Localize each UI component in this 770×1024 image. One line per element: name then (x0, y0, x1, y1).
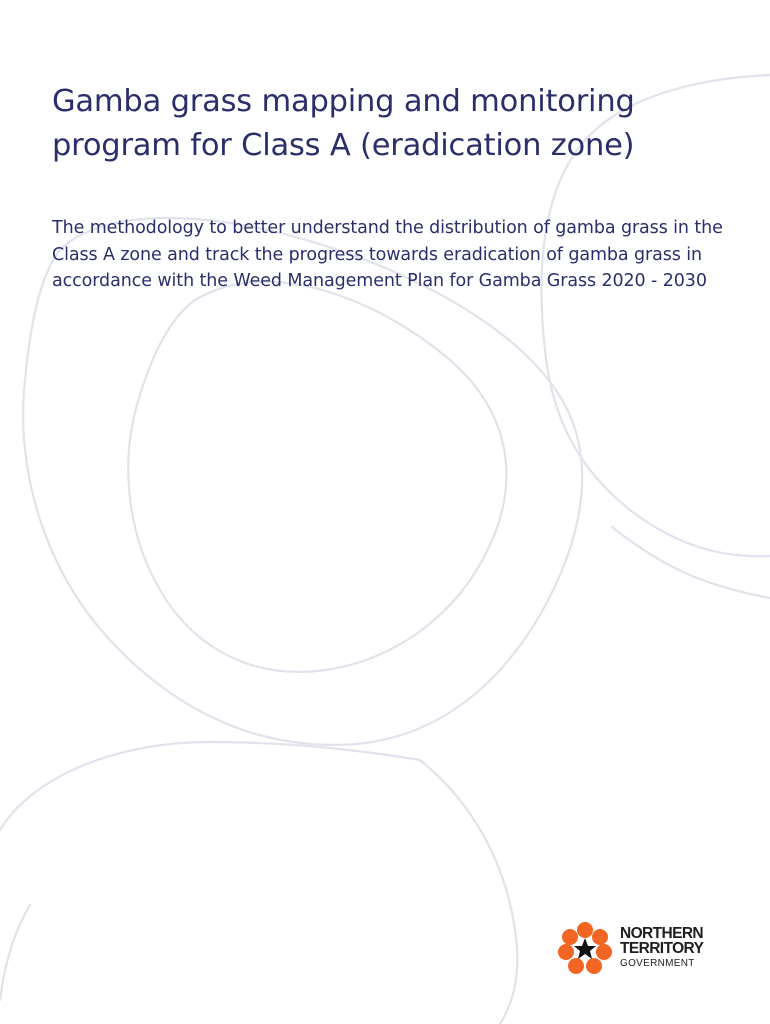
desert-rose-icon (556, 920, 614, 978)
logo-line-government: GOVERNMENT (620, 958, 695, 969)
bg-shape-lower-left (0, 905, 30, 1000)
bg-shape-upper-inner (128, 282, 506, 672)
document-subtitle: The methodology to better understand the distribution of gamba grass in the Class A zone and track the progress towards eradication of gamba grass in accordance with the Weed Management Plan for Gamba Grass 2020 - 2030 (52, 218, 723, 291)
bg-shape-lower (0, 742, 517, 1024)
logo-wordmark (620, 926, 703, 970)
bg-shape-upper (23, 218, 582, 745)
document-title: Gamba grass mapping and monitoring program for Class A (eradication zone) (52, 84, 635, 163)
nt-government-logo (556, 920, 726, 980)
bg-shape-right-lower (612, 527, 770, 598)
logo-line-territory: TERRITORY (620, 940, 704, 957)
logo-line-northern: NORTHERN (620, 925, 704, 942)
